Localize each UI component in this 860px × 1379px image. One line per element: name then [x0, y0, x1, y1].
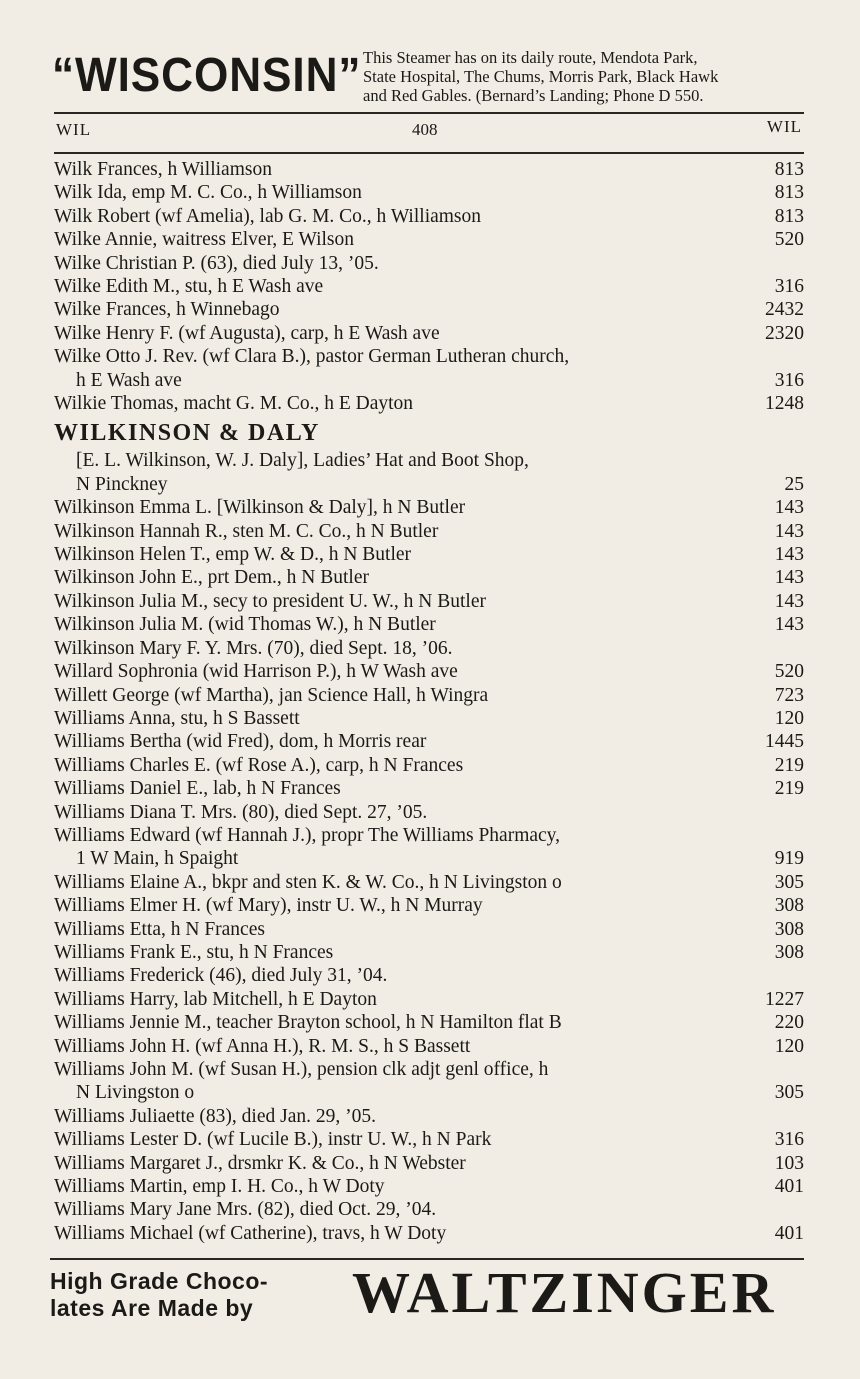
- entry-text: Williams Harry, lab Mitchell, h E Dayton: [54, 988, 377, 1010]
- ad-brand-wisconsin: “WISCONSIN”: [52, 49, 362, 102]
- entry-text-continued: N Pinckney: [76, 473, 168, 495]
- entry-number: 143: [774, 544, 804, 566]
- entry-text: Williams Jennie M., teacher Brayton school, h N Hamilton flat B: [54, 1012, 562, 1034]
- directory-entry: [54, 941, 804, 964]
- entry-number: 308: [774, 941, 804, 963]
- directory-entry: [54, 181, 804, 204]
- directory-entry: [54, 496, 804, 519]
- entry-text: Wilkinson Hannah R., sten M. C. Co., h N Butler: [54, 520, 439, 542]
- entry-text: Williams Charles E. (wf Rose A.), carp, h N Frances: [54, 754, 464, 776]
- entry-text: Williams Etta, h N Frances: [54, 918, 265, 940]
- entry-text: Wilkinson Emma L. [Wilkinson & Daly], h N Butler: [54, 497, 466, 519]
- ad-line: This Steamer has on its daily route, Mendota Park,: [363, 48, 698, 67]
- steamer-advertisement: [52, 42, 812, 112]
- entry-number: 143: [774, 497, 804, 519]
- entry-text: Williams Michael (wf Catherine), travs, h W Doty: [54, 1222, 447, 1244]
- entry-text: Williams Juliaette (83), died Jan. 29, ’05.: [54, 1105, 376, 1127]
- directory-entry: [54, 684, 804, 707]
- entry-text: Wilke Frances, h Winnebago: [54, 299, 280, 321]
- directory-entry: [54, 1222, 804, 1245]
- directory-entry: [54, 1011, 804, 1034]
- entry-number: 220: [774, 1012, 804, 1034]
- entry-group: [54, 496, 804, 824]
- entry-text: Wilke Henry F. (wf Augusta), carp, h E Wash ave: [54, 322, 440, 344]
- entry-text: Williams Frederick (46), died July 31, ’04.: [54, 965, 388, 987]
- entry-text-continued: h E Wash ave: [76, 369, 182, 391]
- directory-entry: [54, 1058, 804, 1105]
- directory-entry: [54, 228, 804, 251]
- entry-text: Williams Daniel E., lab, h N Frances: [54, 778, 341, 800]
- directory-entry: [54, 894, 804, 917]
- ad-slogan-line: High Grade Choco-: [50, 1268, 269, 1294]
- directory-entry: [54, 590, 804, 613]
- entry-text: Wilk Frances, h Williamson: [54, 159, 272, 180]
- entry-text: Wilk Ida, emp M. C. Co., h Williamson: [54, 182, 362, 204]
- directory-entry: [54, 754, 804, 777]
- entry-text: Williams Lester D. (wf Lucile B.), instr U. W., h N Park: [54, 1129, 492, 1151]
- directory-entry: [54, 543, 804, 566]
- ad-slogan: [50, 1268, 268, 1322]
- directory-entry: [54, 637, 804, 660]
- entry-text: Williams John H. (wf Anna H.), R. M. S., h S Bassett: [54, 1035, 471, 1057]
- entry-text: Williams Edward (wf Hannah J.), propr The Williams Pharmacy,: [54, 824, 561, 846]
- entry-group: [54, 871, 804, 1058]
- ad-maker-name: WALTZINGER: [352, 1260, 777, 1325]
- entry-number: 143: [774, 567, 804, 589]
- entry-number: 2320: [765, 322, 804, 344]
- entry-number: 308: [774, 895, 804, 917]
- entry-number: 143: [774, 590, 804, 612]
- entry-text: Williams Diana T. Mrs. (80), died Sept. 27, ’05.: [54, 801, 428, 823]
- entry-text: Williams Elaine A., bkpr and sten K. & W. Co., h N Livingston o: [54, 871, 562, 893]
- header-right-guide: WIL: [766, 117, 802, 136]
- entry-text: Wilkinson Julia M. (wid Thomas W.), h N Butler: [54, 614, 436, 636]
- directory-entry: [54, 392, 804, 415]
- entry-number: 1248: [765, 393, 804, 415]
- directory-listing: [54, 158, 804, 1245]
- entry-number: 143: [774, 520, 804, 542]
- entry-text: [E. L. Wilkinson, W. J. Daly], Ladies’ Hat and Boot Shop,: [76, 450, 529, 472]
- entry-text-continued: 1 W Main, h Spaight: [76, 848, 239, 870]
- ad-slogan-line: lates Are Made by: [50, 1295, 254, 1321]
- entry-text: Williams Bertha (wid Fred), dom, h Morris rear: [54, 731, 427, 753]
- entry-number: 305: [774, 1082, 804, 1104]
- entry-number: 316: [774, 369, 804, 391]
- entry-text: Williams Mary Jane Mrs. (82), died Oct. 29, ’04.: [54, 1199, 437, 1221]
- business-heading: WILKINSON & DALY: [54, 420, 320, 447]
- entry-number: 219: [774, 778, 804, 800]
- entry-text: Wilkinson Helen T., emp W. & D., h N Butler: [54, 544, 412, 566]
- entry-text: Willard Sophronia (wid Harrison P.), h W Wash ave: [54, 661, 458, 683]
- entry-text: Wilke Edith M., stu, h E Wash ave: [54, 276, 324, 298]
- entry-number: 401: [774, 1176, 804, 1197]
- entry-number: 143: [774, 614, 804, 636]
- directory-entry: [54, 566, 804, 589]
- entry-text: Wilkinson John E., prt Dem., h N Butler: [54, 567, 369, 589]
- entry-number: 1445: [765, 731, 804, 753]
- directory-entry: [54, 158, 804, 181]
- entry-number: 813: [774, 159, 804, 180]
- entry-number: 813: [774, 182, 804, 204]
- entry-text: Williams Margaret J., drsmkr K. & Co., h N Webster: [54, 1152, 466, 1174]
- entry-text: Wilk Robert (wf Amelia), lab G. M. Co., h Williamson: [54, 205, 482, 227]
- entry-text: Wilkie Thomas, macht G. M. Co., h E Dayton: [54, 393, 414, 415]
- entry-number: 120: [774, 707, 804, 729]
- entry-number: 520: [774, 229, 804, 251]
- directory-entry: [54, 988, 804, 1011]
- entry-number: 120: [774, 1035, 804, 1057]
- entry-group: [54, 158, 804, 345]
- entry-number: 813: [774, 205, 804, 227]
- directory-entry: [54, 1175, 804, 1198]
- directory-entry: [54, 824, 804, 871]
- chocolate-advertisement: [50, 1258, 804, 1330]
- entry-text: Wilke Otto J. Rev. (wf Clara B.), pastor German Lutheran church,: [54, 346, 570, 368]
- entry-number: 308: [774, 918, 804, 940]
- directory-entry: [54, 1035, 804, 1058]
- entry-group: [54, 1105, 804, 1245]
- entry-number: 316: [774, 1129, 804, 1151]
- entry-text: Williams Elmer H. (wf Mary), instr U. W., h N Murray: [54, 895, 483, 917]
- directory-entry: [54, 707, 804, 730]
- directory-entry: [54, 871, 804, 894]
- entry-number: 723: [774, 684, 804, 706]
- entry-number: 305: [774, 871, 804, 893]
- directory-entry: [54, 777, 804, 800]
- directory-entry: [54, 298, 804, 321]
- entry-number: 219: [774, 754, 804, 776]
- ad-line: State Hospital, The Chums, Morris Park, Black Hawk: [363, 67, 719, 86]
- directory-entry: [54, 613, 804, 636]
- directory-entry: [54, 1128, 804, 1151]
- entry-text: Wilkinson Mary F. Y. Mrs. (70), died Sept. 18, ’06.: [54, 637, 453, 659]
- directory-entry: [54, 1198, 804, 1221]
- entry-number: 520: [774, 661, 804, 683]
- entry-text: Williams John M. (wf Susan H.), pension clk adjt genl office, h: [54, 1058, 549, 1080]
- entry-number: 2432: [765, 299, 804, 321]
- entry-text: Williams Anna, stu, h S Bassett: [54, 707, 300, 729]
- directory-entry: [54, 730, 804, 753]
- entry-number: 401: [774, 1222, 804, 1244]
- directory-entry: [54, 345, 804, 392]
- header-left-guide: WIL: [56, 120, 92, 139]
- entry-text: Wilke Christian P. (63), died July 13, ’05.: [54, 252, 379, 274]
- entry-number: 919: [774, 848, 804, 870]
- page-header: [54, 112, 804, 154]
- page-number: 408: [412, 120, 438, 139]
- directory-entry: [54, 520, 804, 543]
- directory-entry: [54, 801, 804, 824]
- directory-entry: [54, 660, 804, 683]
- entry-number: 103: [774, 1152, 804, 1174]
- entry-number: 316: [774, 276, 804, 298]
- directory-entry: [54, 322, 804, 345]
- directory-entry: [54, 918, 804, 941]
- directory-entry: [54, 1152, 804, 1175]
- entry-text: Wilke Annie, waitress Elver, E Wilson: [54, 229, 355, 251]
- entry-text-continued: N Livingston o: [76, 1082, 195, 1104]
- directory-entry: [54, 1105, 804, 1128]
- directory-entry: [54, 275, 804, 298]
- directory-entry: [54, 964, 804, 987]
- entry-number: 1227: [765, 988, 804, 1010]
- business-entry: [54, 449, 804, 496]
- ad-line: and Red Gables. (Bernard’s Landing; Phone D 550.: [363, 86, 704, 105]
- entry-text: Williams Frank E., stu, h N Frances: [54, 941, 334, 963]
- ad-description: [363, 48, 809, 105]
- entry-text: Williams Martin, emp I. H. Co., h W Doty: [54, 1176, 385, 1197]
- directory-entry: [54, 205, 804, 228]
- entry-number: 25: [784, 473, 804, 495]
- entry-text: Willett George (wf Martha), jan Science Hall, h Wingra: [54, 684, 489, 706]
- directory-entry: [54, 252, 804, 275]
- entry-text: Wilkinson Julia M., secy to president U. W., h N Butler: [54, 590, 486, 612]
